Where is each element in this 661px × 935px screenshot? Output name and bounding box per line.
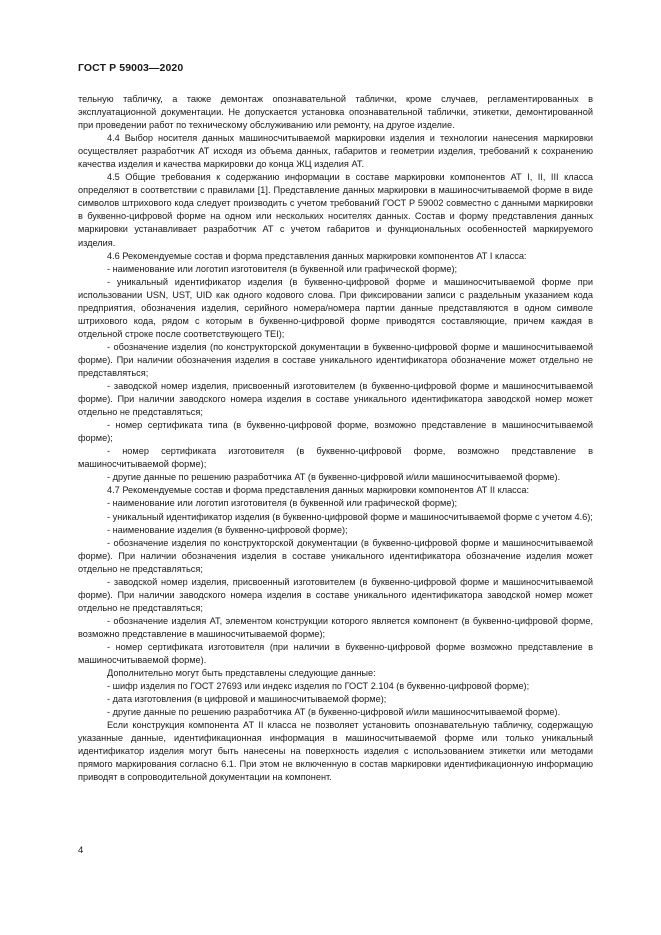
paragraph: - наименование или логотип изготовителя (в буквенной или графической форме); — [107, 498, 458, 509]
paragraph: Дополнительно могут быть представлены следующие данные: — [107, 668, 376, 679]
paragraph: 4.5 Общие требования к содержанию информации в составе маркировки компонентов АТ I, II, III класса определяют в соответствии с правилами [1]. Представление данных маркировки в машиносчитываемой форме в виде символов штрихового кода следует производить с учетом требований ГОСТ Р 59002 совместно с данными маркировки в буквенно-цифровой форме на одном или нескольких носителях данных. Состав и форму представления данных маркировки устанавливает разработчик АТ с учетом габаритов и функциональных особенностей маркируемого изделия. — [78, 172, 593, 248]
paragraph: 4.4 Выбор носителя данных машиносчитываемой маркировки изделия и технологии нанесения маркировки осуществляет разработчик АТ исходя из объема данных, габаритов и геометрии изделия, требований к сохранению качества изделия и качества маркировки до конца ЖЦ изделия АТ. — [78, 133, 593, 170]
paragraph: - уникальный идентификатор изделия (в буквенно-цифровой форме и машиносчитываемой форме с учетом 4.6); — [107, 511, 593, 522]
paragraph: Если конструкция компонента АТ II класса не позволяет установить опознавательную табличку, содержащую указанные данные, идентификационная информация в машиносчитываемой форме или только уникальный идентификатор изделия могут быть нанесены на поверхность изделия с использованием этикетки или методами прямого маркирования согласно 6.1. При этом не включенную в состав маркировки идентификационную информацию приводят в сопроводительной документации на компонент. — [78, 720, 593, 783]
paragraph: - номер сертификата изготовителя (в буквенно-цифровой форме, возможно представление в машиносчитываемой форме); — [78, 446, 593, 470]
paragraph: - наименование изделия (в буквенно-цифровой форме); — [107, 524, 348, 535]
paragraph: - другие данные по решению разработчика АТ (в буквенно-цифровой и/или машиносчитываемой форме). — [107, 707, 561, 718]
paragraph: тельную табличку, а также демонтаж опознавательной таблички, кроме случаев, регламентированных в эксплуатационной документации. Не допускается установка опознавательной таблички, этикетки, демонтированной при проведении работ по техническому обслуживанию или ремонту, на другое изделие. — [78, 94, 593, 131]
document-body — [78, 93, 593, 784]
paragraph: - другие данные по решению разработчика АТ (в буквенно-цифровой и/или машиносчитываемой форме). — [107, 472, 561, 483]
paragraph: - обозначение изделия (по конструкторской документации в буквенно-цифровой форме и машиносчитываемой форме). При наличии обозначения изделия в составе уникального идентификатора обозначение может отдельно не представляться; — [78, 341, 593, 378]
paragraph: - шифр изделия по ГОСТ 27693 или индекс изделия по ГОСТ 2.104 (в буквенно-цифровой форме); — [107, 681, 530, 692]
paragraph: - наименование или логотип изготовителя (в буквенной или графической форме); — [107, 263, 458, 274]
paragraph: - дата изготовления (в цифровой и машиносчитываемой форме); — [107, 694, 387, 705]
paragraph: - номер сертификата типа (в буквенно-цифровой форме, возможно представление в машиносчитываемой форме); — [78, 420, 593, 444]
paragraph: - обозначение изделия АТ, элементом конструкции которого является компонент (в буквенно-цифровой форме, возможно представление в машиносчитываемой форме); — [78, 615, 593, 639]
paragraph: - номер сертификата изготовителя (при наличии в буквенно-цифровой форме возможно представление в машиносчитываемой форме). — [78, 641, 593, 666]
paragraph: 4.6 Рекомендуемые состав и форма представления данных маркировки компонентов АТ I класса: — [107, 250, 527, 261]
paragraph: - заводской номер изделия, присвоенный изготовителем (в буквенно-цифровой форме и машиносчитываемой форме). При наличии заводского номера изделия в составе уникального идентификатора заводской номер может отдельно не представляться; — [78, 576, 593, 613]
page-header: ГОСТ Р 59003—2020 — [78, 62, 184, 74]
page-number: 4 — [78, 845, 84, 856]
paragraph: - обозначение изделия по конструкторской документации (в буквенно-цифровой форме и машиносчитываемой форме). При наличии обозначения изделия в составе уникального идентификатора обозначение изделия может отдельно не представляться; — [78, 537, 593, 574]
paragraph: 4.7 Рекомендуемые состав и форма представления данных маркировки компонентов АТ II класса: — [107, 485, 530, 496]
paragraph: - уникальный идентификатор изделия (в буквенно-цифровой форме и машиносчитываемой форме при использовании USN, UST, UID как одного кодового слова. При фиксировании записи с раздельным указанием кода предприятия, обозначения изделия, серийного номера/номера партии данные представляются в одном символе штрихового кода, рядом с которым в буквенно-цифровой форме приводятся составляющие, причем каждая в отдельной строке после соответствующего TEI); — [78, 276, 593, 339]
paragraph: - заводской номер изделия, присвоенный изготовителем (в буквенно-цифровой форме и машиносчитываемой форме). При наличии заводского номера изделия в составе уникального идентификатора заводской номер может отдельно не представляться; — [78, 381, 593, 418]
